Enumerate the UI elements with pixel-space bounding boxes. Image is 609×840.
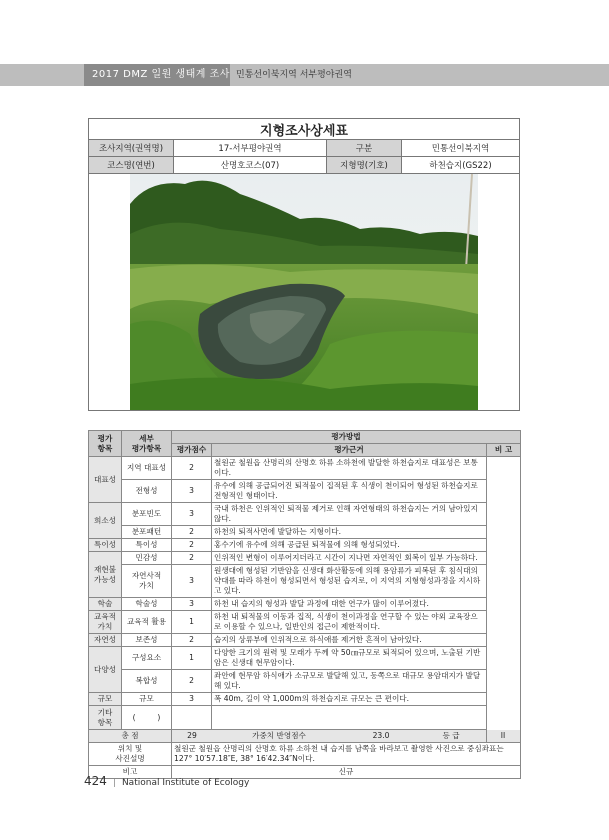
sub-item-cell: 민감성	[122, 552, 172, 565]
sub-item-cell: 전형성	[122, 480, 172, 503]
score-cell: 2	[172, 670, 212, 693]
basis-cell: 다양한 크기의 원력 및 모래가 두께 약 50㎝규모로 퇴적되어 있으며, 노출된 기반암은 신생대 현무암이다.	[212, 647, 487, 670]
table-row	[89, 552, 521, 565]
location-row	[89, 743, 521, 766]
sub-item-cell: 분포빈도	[122, 503, 172, 526]
group-cell: 학술	[89, 598, 122, 611]
table-row	[89, 539, 521, 552]
score-cell: 2	[172, 457, 212, 480]
survey-sheet	[88, 118, 520, 411]
basis-cell: 인위적인 변형이 이루어지더라고 시간이 지나면 자연적인 회복이 일부 가능하다.	[212, 552, 487, 565]
remark-label: 비고	[89, 766, 172, 779]
basis-cell: 철원군 철원읍 산명리의 산명호 하류 소하천에 발달한 하천습지로 대표성은 보통이다.	[212, 457, 487, 480]
table-row	[89, 526, 521, 539]
table-row	[89, 670, 521, 693]
page-number: 424	[84, 774, 107, 788]
table-row	[89, 598, 521, 611]
score-cell: 2	[172, 552, 212, 565]
table-row	[89, 565, 521, 598]
footer-org: National Institute of Ecology	[121, 778, 250, 788]
location-label: 위치 및 사진설명	[89, 743, 172, 766]
table-row	[89, 693, 521, 706]
photo-cell	[89, 174, 520, 411]
header-basis: 평가근거	[212, 444, 487, 457]
wetland-photo	[130, 174, 478, 410]
location-text: 철원군 철원읍 산명리의 산명호 하류 소하천 내 습지를 남쪽을 바라보고 촬영한 사진으로 중심좌표는 127° 10′57.18″E, 38° 16′42.34″N이다.	[172, 743, 521, 766]
score-cell: 3	[172, 598, 212, 611]
footer-separator: |	[112, 778, 116, 788]
group-cell: 특이성	[89, 539, 122, 552]
section-subtitle: 민통선이북지역 서부평야권역	[236, 70, 352, 80]
grade-value: II	[500, 731, 506, 740]
table-row	[89, 647, 521, 670]
evaluation-table	[88, 430, 521, 779]
sheet-label: 조사지역(권역명)	[89, 140, 174, 157]
group-cell: 희소성	[89, 503, 122, 539]
header-eval-item: 평가 항목	[89, 431, 122, 457]
score-cell: 3	[172, 503, 212, 526]
sub-item-cell: ( )	[122, 706, 172, 730]
sheet-title: 지형조사상세표	[89, 119, 520, 140]
score-cell: 3	[172, 480, 212, 503]
group-cell: 규모	[89, 693, 122, 706]
basis-cell: 유수에 의해 공급되어진 퇴적물이 집적된 후 식생이 천이되어 형성된 하천습지로 전형적인 형태이다.	[212, 480, 487, 503]
basis-cell: 좌안에 현무암 하식애가 소규모로 발달해 있고, 동쪽으로 대규모 용암대지가 발달해 있다.	[212, 670, 487, 693]
sub-item-cell: 특이성	[122, 539, 172, 552]
score-cell: 3	[172, 565, 212, 598]
table-row	[89, 480, 521, 503]
sheet-value: 하천습지(GS22)	[402, 157, 520, 174]
header-sub-item: 세부 평가항목	[122, 431, 172, 457]
group-cell: 자연성	[89, 634, 122, 647]
sheet-label: 구분	[327, 140, 402, 157]
total-score: 29	[187, 731, 197, 740]
sheet-label: 지형명(기호)	[327, 157, 402, 174]
report-title: 2017 DMZ 일원 생태계 조사	[84, 64, 230, 86]
sub-item-cell: 학술성	[122, 598, 172, 611]
basis-cell: 하천 내 퇴적물의 이동과 집적, 식생이 천이과정을 연구할 수 있는 야외 교육장으로 이용할 수 있으나, 일반인의 접근이 제한적이다.	[212, 611, 487, 634]
header-score: 평가점수	[172, 444, 212, 457]
score-cell: 2	[172, 539, 212, 552]
group-cell: 재현불 가능성	[89, 552, 122, 598]
weighted-value: 23.0	[372, 731, 390, 740]
page-footer	[84, 774, 249, 788]
basis-cell: 하천의 퇴적사면에 발달하는 지형이다.	[212, 526, 487, 539]
score-cell	[172, 706, 212, 730]
remark-value: 신규	[172, 766, 521, 779]
sub-item-cell: 지역 대표성	[122, 457, 172, 480]
group-cell: 다양성	[89, 647, 122, 693]
score-cell: 1	[172, 647, 212, 670]
table-row	[89, 611, 521, 634]
basis-cell: 원생대에 형성된 기반암을 신생대 화산활동에 의해 용암류가 피복된 후 침식대의 약대를 따라 하천이 형성되면서 형성된 습지로, 이 지역의 지형형성과정을 지시하고 있다.	[212, 565, 487, 598]
group-cell: 기타 항목	[89, 706, 122, 730]
sub-item-cell: 분포패턴	[122, 526, 172, 539]
sheet-value: 산명호코스(07)	[174, 157, 327, 174]
sub-item-cell: 구성요소	[122, 647, 172, 670]
table-row	[89, 457, 521, 480]
basis-cell	[212, 706, 487, 730]
basis-cell: 폭 40m, 길이 약 1,000m의 하천습지로 규모는 큰 편이다.	[212, 693, 487, 706]
sub-item-cell: 자연사적 가치	[122, 565, 172, 598]
table-row	[89, 706, 521, 730]
score-cell: 1	[172, 611, 212, 634]
note-cell	[487, 457, 521, 743]
basis-cell: 습지의 상류부에 인위적으로 하식애를 제거한 흔적이 남아있다.	[212, 634, 487, 647]
table-row	[89, 503, 521, 526]
score-cell: 2	[172, 526, 212, 539]
sub-item-cell: 교육적 활용	[122, 611, 172, 634]
total-label: 총 점	[89, 730, 172, 743]
basis-cell: 홍수기에 유수에 의해 공급된 퇴적물에 의해 형성되었다.	[212, 539, 487, 552]
weighted-label: 가중치 반영점수	[252, 731, 306, 740]
basis-cell: 하천 내 습지의 형성과 발달 과정에 대한 연구가 많이 이루어졌다.	[212, 598, 487, 611]
table-row	[89, 634, 521, 647]
sheet-value: 민통선이북지역	[402, 140, 520, 157]
score-cell: 2	[172, 634, 212, 647]
group-cell: 교육적 가치	[89, 611, 122, 634]
header-note: 비 고	[487, 444, 521, 457]
sub-item-cell: 복합성	[122, 670, 172, 693]
sub-item-cell: 규모	[122, 693, 172, 706]
sheet-value: 17-서부평야권역	[174, 140, 327, 157]
basis-cell: 국내 하천은 인위적인 퇴적물 제거로 인해 자연형태의 하천습지는 거의 남아있지 않다.	[212, 503, 487, 526]
score-cell: 3	[172, 693, 212, 706]
total-summary	[172, 730, 521, 743]
sheet-label: 코스명(연번)	[89, 157, 174, 174]
grade-label: 등 급	[442, 731, 460, 740]
sub-item-cell: 보존성	[122, 634, 172, 647]
header-method: 평가방법	[172, 431, 521, 444]
total-row	[89, 730, 521, 743]
group-cell: 대표성	[89, 457, 122, 503]
